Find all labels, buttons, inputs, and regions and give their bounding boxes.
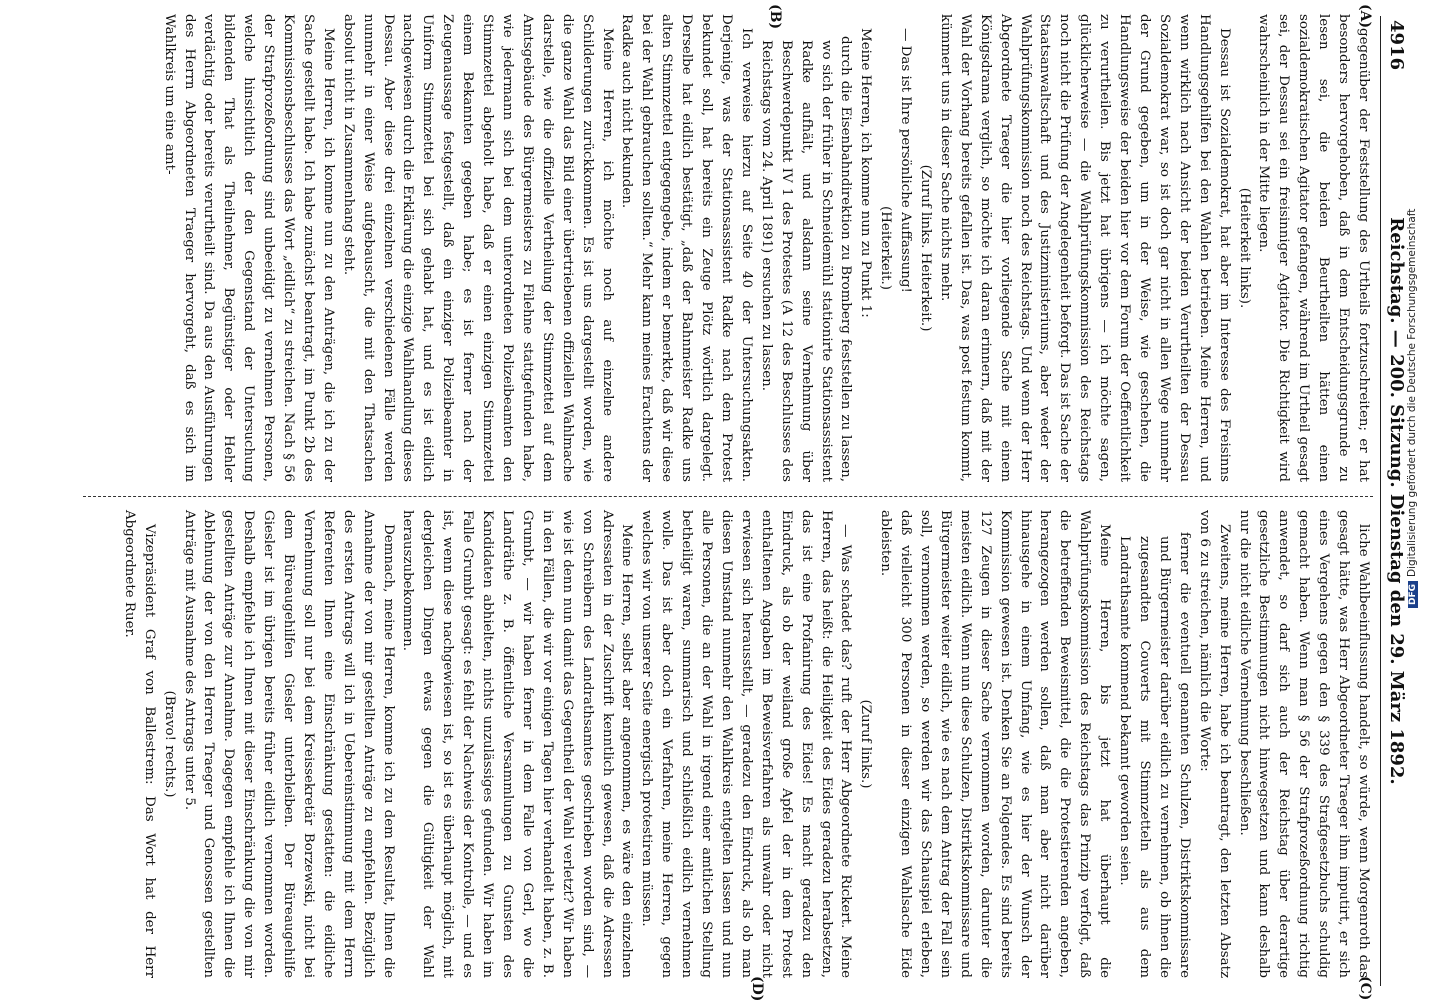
paragraph: Demnach, meine Herren, komme ich zu dem Resultat, Ihnen die Annahme der von mir gestellten Anträge zu empfehlen. Bezüglich des ersten Antrags will ich in Uebereinstimmung mit dem Herrn Referenten Ihnen eine Einschränkung gestatten: die eidliche Vernehmung soll nur bei dem Kreissekretär Borzewski, nicht bei dem Büreaugehilfen Giesler unterbleiben. Der Büreaugehilfe Giesler ist im übrigen bereits früher eidlich vernommen worden. Deshalb empfehle ich Ihnen mit dieser Einschränkung die von mir gestellten Anträge zur Annahme. Dagegen empfehle ich Ihnen die Ablehnung der von den Herren Traeger und Genossen gestellten Anträge mit Ausnahme des Antrags unter 5.	[181, 510, 396, 978]
rotated-page	[5, 4, 1425, 1001]
paragraph: — Was schadet das? ruft der Herr Abgeordnete Rickert. Meine Herren, das heißt: die Heiligkeit des Eides geradezu herabsetzen, das ist eine Profanirung des Eides! Es macht geradezu den Eindruck, als ob der weiland große Apfel der in dem Protest enthaltenen Angaben im Beweisverfahren als unwahr oder nicht erwiesen sich herausstellt, — geradezu den Eindruck, als ob man diesen Umstand nunmehr den Wahlkreis entgelten lassen und nun alle Personen, die an der Wahl in irgend einer amtlichen Stellung betheiligt waren, summarisch und schließlich eidlich vernehmen wolle. Das ist aber doch ein Verfahren, meine Herren, gegen welches wir von unserer Seite energisch protestiren müssen.	[639, 510, 854, 978]
margin-label-d: (D)	[749, 976, 765, 1001]
column-divider	[83, 496, 1373, 497]
margin-label-c: (C)	[1357, 976, 1373, 1001]
paragraph: Zweitens, meine Herren, habe ich beantragt, den letzten Absatz von 6 zu streichen, nämlich die Worte:	[1196, 510, 1232, 978]
paragraph: — Das ist Ihre persönliche Auffassung!	[898, 28, 914, 293]
interjection: (Bravo! rechts.)	[161, 690, 177, 798]
interjection: (Heiterkeit.)	[878, 206, 894, 290]
page-title: Reichstag. — 200. Sitzung. Dienstag den 29. März 1892.	[1386, 217, 1407, 785]
paragraph: Meine Herren, bis jetzt hat überhaupt die Wahlprüfungskommission des Reichstags das Prinzip verfolgt, daß die betreffenden Beweismittel, die die Protestierenden angeben, herangezogen werden sollen, daß man aber nicht darüber hinausgehe in einem Umfang, wie es hier der Wunsch der Kommission gewesen ist. Denken Sie an Folgendes. Es sind bereits 127 Zeugen in dieser Sache vernommen worden, darunter die meisten eidlich. Wenn nun diese Schulzen, Distriktskommissare und Bürgermeister weiter eidlich, wie es nach dem Antrag der Fall sein soll, vernommen werden, so werden wir das Schauspiel erleben, daß vielleicht 300 Personen in dieser einzigen Wahlsache Eide ableisten.	[878, 510, 1113, 978]
paragraph: gegenüber der Feststellung des Urtheils fortzuschreiten; er hat besonders hervorgehoben, daß in dem Entscheidungsgrunde zu lesen sei, die beiden Beurtheilten hätten einen sozialdemokratischen Agitator gefangen, während im Urtheil gesagt sei, der Dessau sei ein freisinniger Agitator. Die Richtigkeit wird wahrscheinlich in der Mitte liegen.	[1256, 14, 1371, 482]
paragraph: liche Wahlbeeinflussung handelt, so würde, wenn Morgenroth das gesagt hätte, was Herr Abgeordneter Traeger ihm imputirt, er sich eines Vergehens gegen den § 339 des Strafgesetzbuchs schuldig gemacht haben. Wenn man § 56 der Strafprozeßordnung richtig anwendet, so darf sich auch der Reichstag über derartige gesetzliche Bestimmungen nicht hinwegsetzen und kann deshalb nur die nicht eidliche Vernehmung beschließen.	[1236, 510, 1371, 978]
text-column-left	[73, 14, 1373, 482]
digitization-footer	[1406, 208, 1420, 608]
paragraph: Meine Herren, ich komme nun zu Punkt 1:	[858, 28, 874, 318]
interjection: (Heiterkeit links).	[1236, 187, 1252, 309]
paragraph: durch die Eisenbahndirektion zu Bromberg feststellen zu lassen, wo sich der früher in Schneidemühl stationirte Stationsassistent Radke aufhält, und alsdann seine Vernehmung über Beschwerdepunkt IV 1 des Protestes (A 12 des Beschlusses des Reichstags vom 24. April 1891) ersuchen zu lassen.	[758, 36, 854, 482]
dfg-logo: DFG	[1408, 581, 1418, 608]
paragraph: Meine Herren, ich komme nun zu den Anträgen, die ich zu der Sache gestellt habe. Ich habe zunächst beantragt, im Punkt 2b des Kommissionsbeschlusses das Wort „eidlich“ zu streichen. Nach § 56 der Strafprozeßordnung sind unbeeidigt zu vernehmen Personen, welche hinsichtlich der den Gegenstand der Untersuchung bildenden That als Theilnehmer, Begünstiger oder Hehler verdächtig oder bereits verurtheilt sind. Da aus den Ausführungen des Herrn Abgeordneten Traeger hervorgeht, daß es sich im Wahlkreis um eine amt-	[161, 14, 336, 482]
paragraph: Meine Herren, ich möchte noch auf einzelne andere Schilderungen zurückkommen. Es ist uns dargestellt worden, wie die ganze Wahl das Bild einer übertriebenen offiziellen Wahlmache darstelle, wie die offizielle Vertheilung der Stimmzettel auf dem Amtsgebäude des Bürgermeisters zu Filehne stattgefunden habe, wie jedermann sich bei dem unterordneten Polizeibeamten den Stimmzettel abgeholt habe, daß er einen einzigen Stimmzettel einem Bekannten gegeben habe; es ist ferner nach der Zeugenaussage festgestellt, daß ein einziger Polizeibeamter in Uniform Stimmzettel bei sich gehabt hat, und es ist eidlich nachgewiesen durch die Erklärung die einzige Wahlhandlung dieses Dessau. Aber diese drei einzelnen verschiedenen Fälle werden nunmehr in einer Weise aufgebauscht, die mit den Thatsachen absolut nicht in Zusammenhang steht.	[340, 14, 615, 482]
paragraph: Meine Herren, selbst aber angenommen, es wäre den einzelnen Adressaten in der Zuschrift kenntlich gewesen, daß die Adressen von Schreibern des Landrathsamtes geschrieben worden sind, — wie ist denn nun damit das Gegentheil der Wahl verletzt? Wir haben in den Fällen, die wir vor einigen Tagen hier verhandelt haben, z. B. Grumbt, — wir haben ferner in dem Falle von Gerl, wo die Landräthe z. B. öffentliche Versammlungen zu Gunsten des Kandidaten abhielten, nichts unzulässiges gefunden. Wir haben im Falle Grumbt gesagt: es fehlt der Nachweis der Kontrolle, — und es ist, wenn diese nachgewiesen ist, so ist es überhaupt möglich, mit dergleichen Dingen etwas gegen die Gültigkeit der Wahl herauszubekommen.	[400, 510, 635, 978]
paragraph: Ich verweise hierzu auf Seite 40 der Untersuchungsakten. Derjenige, was der Stationsassistent Radke nach dem Protest bekundet soll, hat bereits ein Zeuge Plötz wörtlich dargelegt. Derselbe hat eidlich bestätigt, „daß der Bahnmeister Radke uns alten Stimmzettel entgegengebe, indem er bemerkte, daß wir diese bei der Wahl gebrauchen sollten.“ Mehr kann meines Erachtens der Radke auch nicht bekunden.	[619, 14, 754, 482]
margin-label-a: (A)	[1357, 4, 1373, 29]
paragraph: ferner die eventuell genannten Schulzen, Distriktskommissare und Bürgermeister darüber eidlich zu vernehmen, ob ihnen die zugesandten Couverts mit Stimmzetteln als aus dem Landrathsamte kommend bekannt geworden seien.	[1117, 532, 1192, 978]
page-number: 4916	[1386, 20, 1407, 71]
footer-text: Digitalisierung gefördert durch die Deutsche Forschungsgemeinschaft	[1406, 208, 1418, 577]
paragraph: Vizepräsident Graf von Ballestrem: Das Wort hat der Herr Abgeordnete Ruer.	[121, 510, 157, 978]
margin-label-b: (B)	[767, 4, 783, 30]
text-column-right	[73, 510, 1373, 978]
interjection: (Zuruf links.)	[858, 699, 874, 789]
interjection: (Zuruf links. Heiterkeit.)	[918, 164, 934, 332]
paragraph: Dessau ist Sozialdemokrat, hat aber im Interesse des Freisinns Handlungsgehilfen bei den Wahlen betrieben. Meine Herren, und wenn wirklich nach Ansicht der beiden Verurtheilten der Dessau Sozialdemokrat war, so ist doch gar nicht in allen Wege nunmehr der Grund gegeben, um in der Weise, wie geschehen, die Handlungsweise der beiden hier vor dem Forum der Oeffentlichkeit zu verurtheilen. Bis jetzt hat übrigens — ich möchte sagen, glücklicherweise — die Wahlprüfungskommission des Reichstags noch nicht die Prüfung der Angelegenheit beforgt. Das ist Sache der Staatsanwaltschaft und des Justizministeriums, aber weder der Wahlprüfungskommission noch des Reichstags. Und wenn der Herr Abgeordnete Traeger die hier vorliegende Sache mit einem Königsdrama verglich, so möchte ich daran erinnern, daß mit der Wahl der Vorhang bereits gefallen ist. Das, was post festum kommt, kümmert uns in dieser Sache nichts mehr.	[937, 14, 1232, 482]
